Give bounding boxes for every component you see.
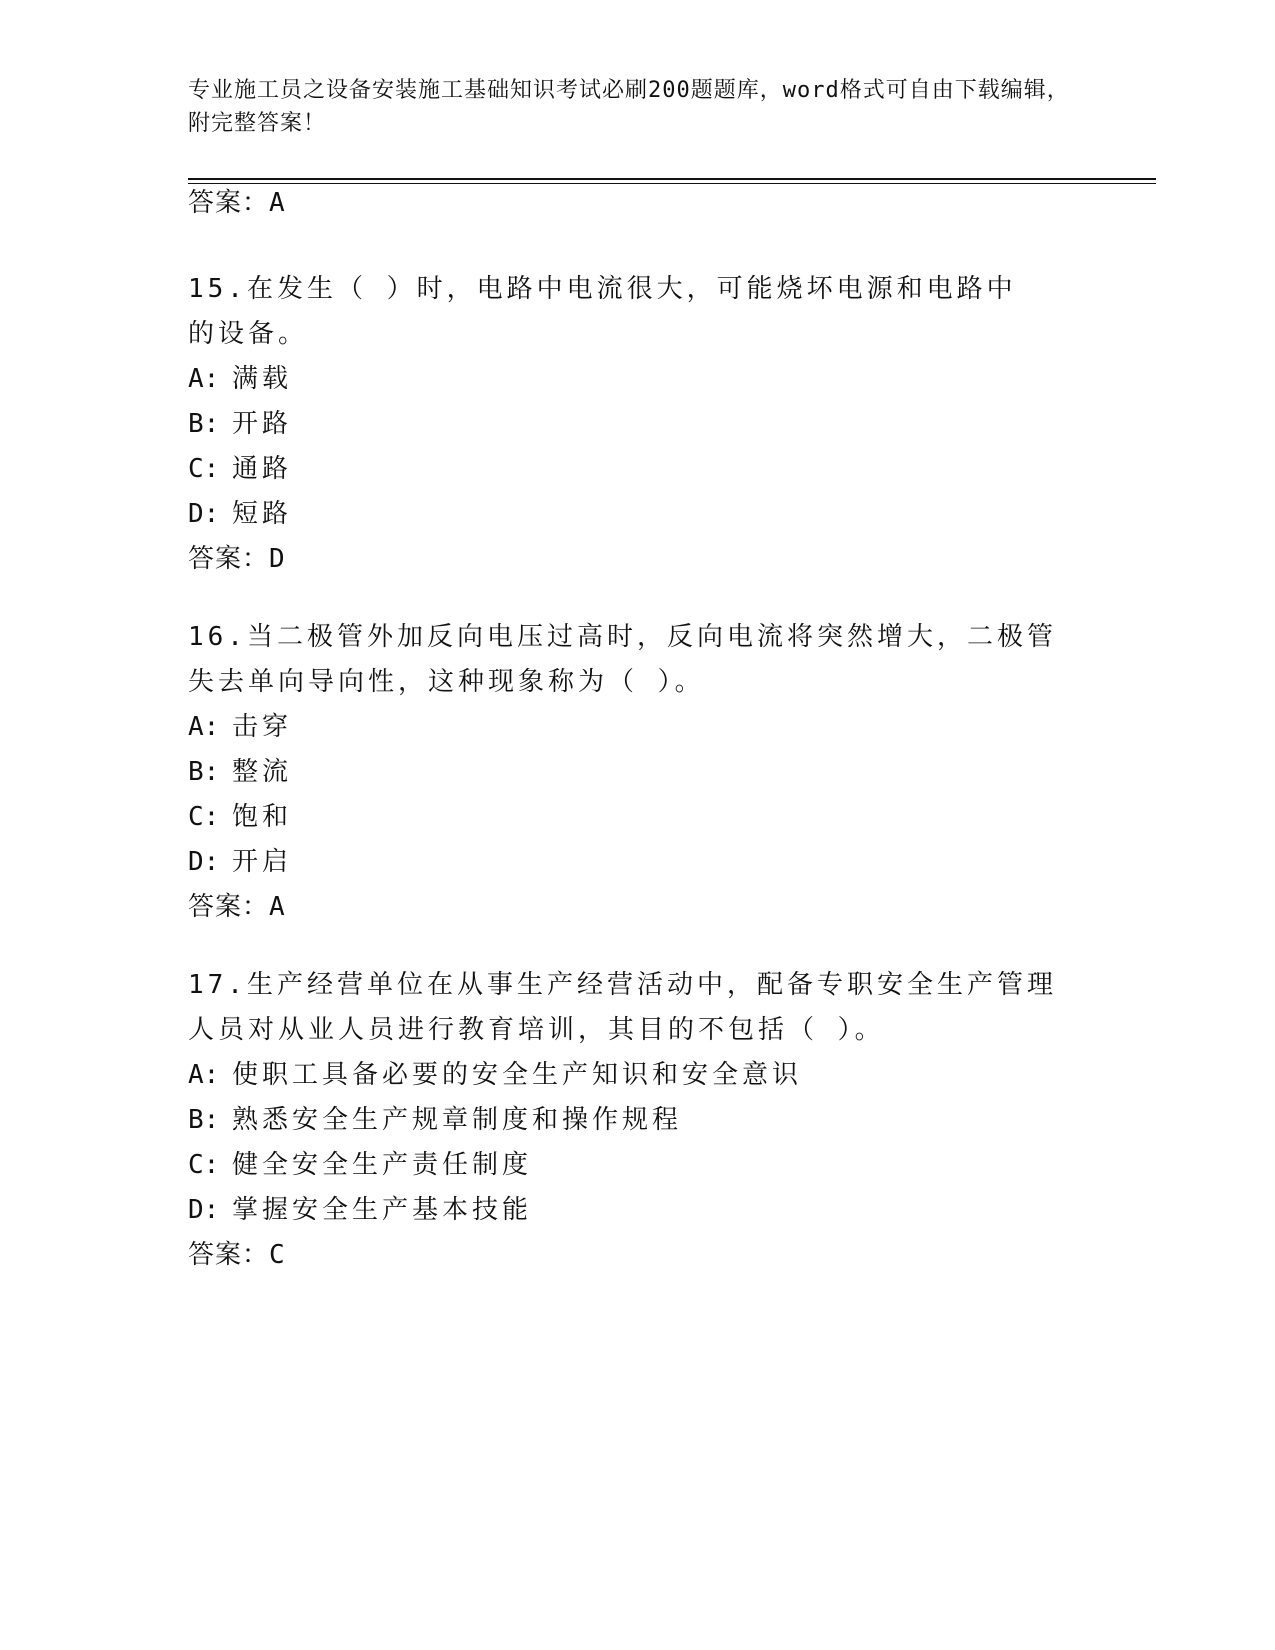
answer-label: 答案： [188,188,270,218]
option-d [188,840,1088,885]
option-key: C: [188,802,220,832]
question-answer [188,1233,1088,1278]
answer-value: D [269,544,286,574]
option-key: C: [188,454,220,484]
document-header: 专业施工员之设备安装施工基础知识考试必刷200题题库，word格式可自由下载编辑，附完整答案！ [188,78,1070,136]
answer-value: C [269,1240,286,1270]
option-d [188,1188,1088,1233]
option-key: D: [188,1195,220,1225]
option-text: 开启 [232,847,293,877]
question-text: 15.在发生（ ）时，电路中电流很大，可能烧坏电源和电路中的设备。 [188,274,1017,349]
option-text: 整流 [232,757,293,787]
option-key: A: [188,712,220,742]
option-a [188,357,1088,402]
option-key: B: [188,1105,220,1135]
answer-label: 答案： [188,544,270,574]
option-b [188,1098,1088,1143]
option-text: 掌握安全生产基本技能 [232,1195,533,1225]
option-b [188,402,1088,447]
option-text: 通路 [232,454,293,484]
option-a [188,1053,1088,1098]
prev-answer [188,186,286,220]
option-a [188,705,1088,750]
answer-label: 答案： [188,892,270,922]
option-text: 开路 [232,409,293,439]
option-text: 饱和 [232,802,293,832]
header-rule-thick [188,178,1156,180]
option-key: A: [188,364,220,394]
option-key: B: [188,409,220,439]
question-answer [188,885,1088,930]
option-text: 短路 [232,499,293,529]
option-b [188,750,1088,795]
answer-value: A [269,188,286,218]
header-rule-thin [188,183,1156,184]
option-key: B: [188,757,220,787]
option-c [188,1143,1088,1188]
question-text: 17.生产经营单位在从事生产经营活动中，配备专职安全生产管理人员对从业人员进行教育培训，其目的不包括（ ）。 [188,970,1057,1045]
option-text: 满载 [232,364,293,394]
question-16 [188,615,1088,930]
answer-label: 答案： [188,1240,270,1270]
option-key: A: [188,1060,220,1090]
answer-value: A [269,892,286,922]
option-text: 使职工具备必要的安全生产知识和安全意识 [232,1060,803,1090]
question-text: 16.当二极管外加反向电压过高时，反向电流将突然增大，二极管失去单向导向性，这种现象称为（ ）。 [188,622,1057,697]
option-key: D: [188,499,220,529]
option-text: 健全安全生产责任制度 [232,1150,533,1180]
option-d [188,492,1088,537]
question-17 [188,963,1088,1278]
option-c [188,795,1088,840]
option-c [188,447,1088,492]
question-15 [188,267,1088,582]
option-text: 击穿 [232,712,293,742]
option-key: C: [188,1150,220,1180]
option-text: 熟悉安全生产规章制度和操作规程 [232,1105,683,1135]
option-key: D: [188,847,220,877]
question-answer [188,537,1088,582]
